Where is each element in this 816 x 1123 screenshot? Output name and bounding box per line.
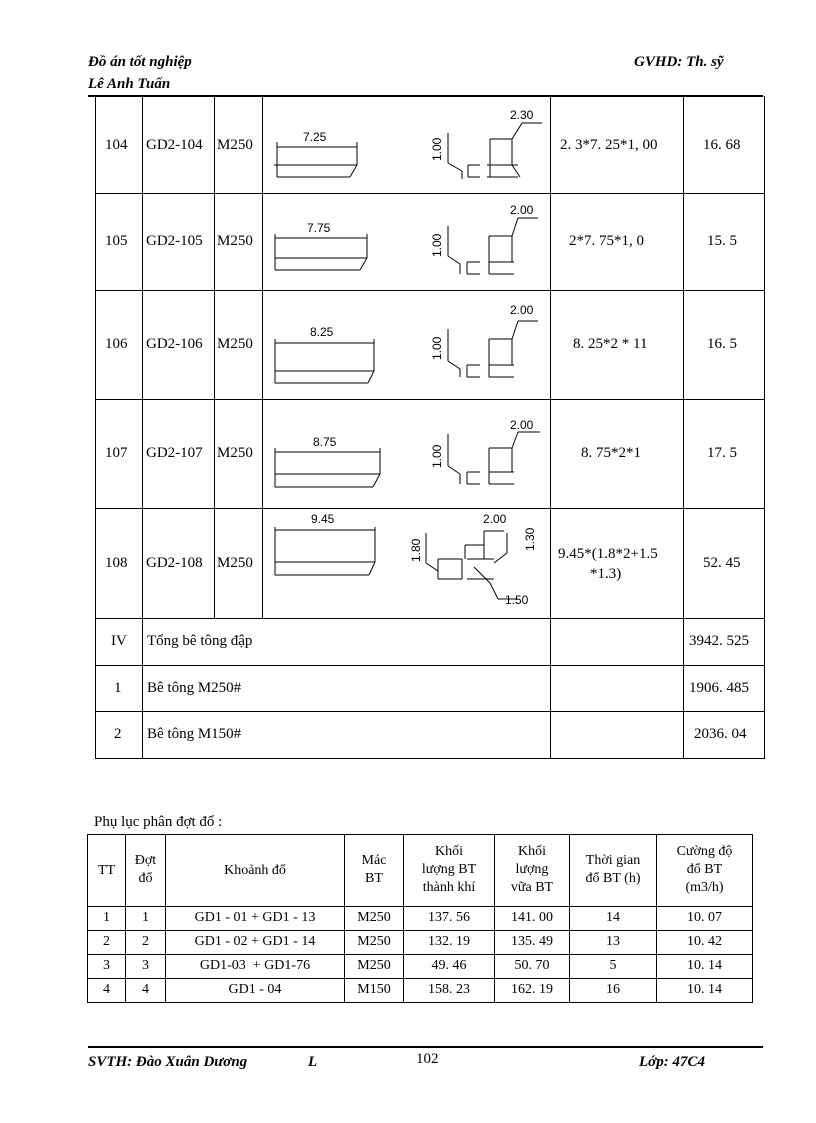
- cell-tg: 16: [606, 982, 620, 997]
- block-code: GD2-108: [146, 555, 203, 571]
- summary-number: 1: [114, 680, 122, 696]
- width-dimension: 2.00: [483, 512, 507, 526]
- cell-mac: M250: [357, 910, 391, 925]
- row-number: 104: [105, 137, 128, 153]
- block-code: GD2-105: [146, 233, 203, 249]
- row-number: 107: [105, 445, 128, 461]
- footer-rule: [88, 1046, 763, 1048]
- length-dimension: 7.25: [303, 130, 327, 144]
- width-dimension: 2.30: [510, 108, 534, 122]
- block-sketch: [262, 194, 550, 290]
- height2-dimension: 1.30: [523, 527, 537, 551]
- header-tg-line2: đổ BT (h): [585, 871, 641, 886]
- summary-label: Bê tông M150#: [147, 726, 242, 742]
- width-dimension: 2.00: [510, 203, 534, 217]
- header-cd-line1: Cường độ: [676, 844, 733, 859]
- block-sketch: [262, 291, 550, 399]
- volume-value: 15. 5: [707, 233, 737, 249]
- cell-khoanh: GD1 - 02 + GD1 - 14: [194, 934, 316, 949]
- summary-volume: 3942. 525: [689, 633, 749, 649]
- header-cd-line2: đổ BT: [686, 862, 723, 877]
- header-author: Lê Anh Tuấn: [88, 76, 171, 92]
- cell-tt: 3: [103, 958, 110, 973]
- cell-mac: M250: [357, 934, 391, 949]
- header-dot: [126, 852, 165, 888]
- block-code: GD2-106: [146, 336, 203, 352]
- block-code: GD2-104: [146, 137, 203, 153]
- footer-class: Lớp: 47C4: [639, 1054, 705, 1070]
- cell-cd: 10. 14: [687, 982, 722, 997]
- volume-formula: 2. 3*7. 25*1, 00: [560, 137, 658, 153]
- header-klv-line2: lượng: [515, 862, 549, 877]
- volume-formula-line2: *1.3): [590, 566, 622, 582]
- header-klbt-line2: lượng BT: [421, 862, 477, 877]
- cell-khoanh: GD1-03 + GD1-76: [199, 958, 311, 973]
- width-dimension: 2.00: [510, 303, 534, 317]
- header-tg-line1: Thời gian: [585, 853, 641, 868]
- cell-khoanh: GD1 - 04: [228, 982, 282, 997]
- header-mac-line1: Mác: [361, 853, 387, 868]
- length-dimension: 8.75: [313, 435, 337, 449]
- concrete-grade: M250: [217, 233, 253, 249]
- length-dimension: 9.45: [311, 512, 335, 526]
- cell-dot: 2: [142, 934, 149, 949]
- header-khoanh: Khoảnh đổ: [224, 863, 286, 878]
- row-number: 108: [105, 555, 128, 571]
- page-number: 102: [416, 1051, 439, 1067]
- cell-cd: 10. 42: [687, 934, 722, 949]
- summary-label: Tổng bê tông đập: [147, 633, 253, 649]
- concrete-grade: M250: [217, 445, 253, 461]
- block-sketch: [262, 97, 550, 193]
- concrete-grade: M250: [217, 137, 253, 153]
- header-tt: TT: [97, 863, 116, 878]
- header-cd: [657, 843, 752, 897]
- summary-number: 2: [114, 726, 122, 742]
- length-dimension: 8.25: [310, 325, 334, 339]
- row-number: 106: [105, 336, 128, 352]
- header-supervisor: GVHD: Th. sỹ: [634, 54, 724, 70]
- volume-value: 52. 45: [703, 555, 741, 571]
- volume-value: 16. 5: [707, 336, 737, 352]
- cell-dot: 3: [142, 958, 149, 973]
- cell-mac: M150: [357, 982, 391, 997]
- row-number: 105: [105, 233, 128, 249]
- concrete-grade: M250: [217, 336, 253, 352]
- volume-formula: 8. 25*2 * 11: [573, 336, 648, 352]
- cell-khoanh: GD1 - 01 + GD1 - 13: [194, 910, 316, 925]
- appendix-caption: Phụ lục phân đợt đổ :: [94, 814, 223, 830]
- width-dimension: 2.00: [510, 418, 534, 432]
- cell-tg: 13: [606, 934, 620, 949]
- cell-klv: 141. 00: [511, 910, 553, 925]
- volume-formula-line1: 9.45*(1.8*2+1.5: [558, 546, 658, 562]
- cell-klbt: 137. 56: [428, 910, 470, 925]
- cell-tt: 2: [103, 934, 110, 949]
- cell-klbt: 49. 46: [431, 958, 467, 973]
- cell-klbt: 158. 23: [428, 982, 470, 997]
- header-klbt-line3: thành khí: [422, 880, 476, 895]
- height-dimension: 1.00: [430, 444, 444, 468]
- height-dimension: 1.00: [430, 137, 444, 161]
- header-tg: [570, 852, 656, 888]
- volume-formula: 2*7. 75*1, 0: [569, 233, 644, 249]
- height-dimension: 1.80: [409, 538, 423, 562]
- cell-klbt: 132. 19: [428, 934, 470, 949]
- footer-student: SVTH: Đào Xuân Dương: [88, 1054, 248, 1070]
- cell-klv: 50. 70: [514, 958, 550, 973]
- header-mac: [345, 852, 403, 888]
- summary-volume: 2036. 04: [694, 726, 747, 742]
- volume-value: 16. 68: [703, 137, 741, 153]
- volume-value: 17. 5: [707, 445, 737, 461]
- cell-dot: 4: [142, 982, 149, 997]
- header-dot-line2: đổ: [138, 871, 153, 886]
- height-dimension: 1.00: [430, 233, 444, 257]
- cell-klv: 162. 19: [511, 982, 553, 997]
- header-dot-line1: Đợt: [134, 853, 157, 868]
- length-dimension: 7.75: [307, 221, 331, 235]
- cell-tg: 5: [609, 958, 617, 973]
- header-klbt-line1: Khối: [435, 844, 463, 859]
- volume-formula: 8. 75*2*1: [581, 445, 641, 461]
- height-dimension: 1.00: [430, 336, 444, 360]
- cell-klv: 135. 49: [511, 934, 553, 949]
- block-code: GD2-107: [146, 445, 203, 461]
- summary-label: Bê tông M250#: [147, 680, 242, 696]
- block-sketch: [262, 400, 550, 508]
- summary-number: IV: [111, 633, 127, 649]
- header-klv: [495, 843, 569, 897]
- header-klv-line1: Khối: [518, 844, 546, 859]
- cell-tt: 4: [103, 982, 110, 997]
- summary-volume: 1906. 485: [689, 680, 749, 696]
- header-klbt: [404, 843, 494, 897]
- cell-tg: 14: [606, 910, 620, 925]
- cell-tt: 1: [103, 910, 110, 925]
- width2-dimension: 1.50: [505, 593, 529, 607]
- cell-cd: 10. 14: [687, 958, 722, 973]
- header-cd-line3: (m3/h): [685, 880, 724, 895]
- header-klv-line3: vữa BT: [510, 880, 554, 895]
- cell-mac: M250: [357, 958, 391, 973]
- header-mac-line2: BT: [365, 871, 383, 886]
- footer-letter: L: [308, 1054, 318, 1070]
- cell-dot: 1: [142, 910, 149, 925]
- concrete-grade: M250: [217, 555, 253, 571]
- header-title: Đồ án tốt nghiệp: [88, 54, 192, 70]
- cell-cd: 10. 07: [687, 910, 722, 925]
